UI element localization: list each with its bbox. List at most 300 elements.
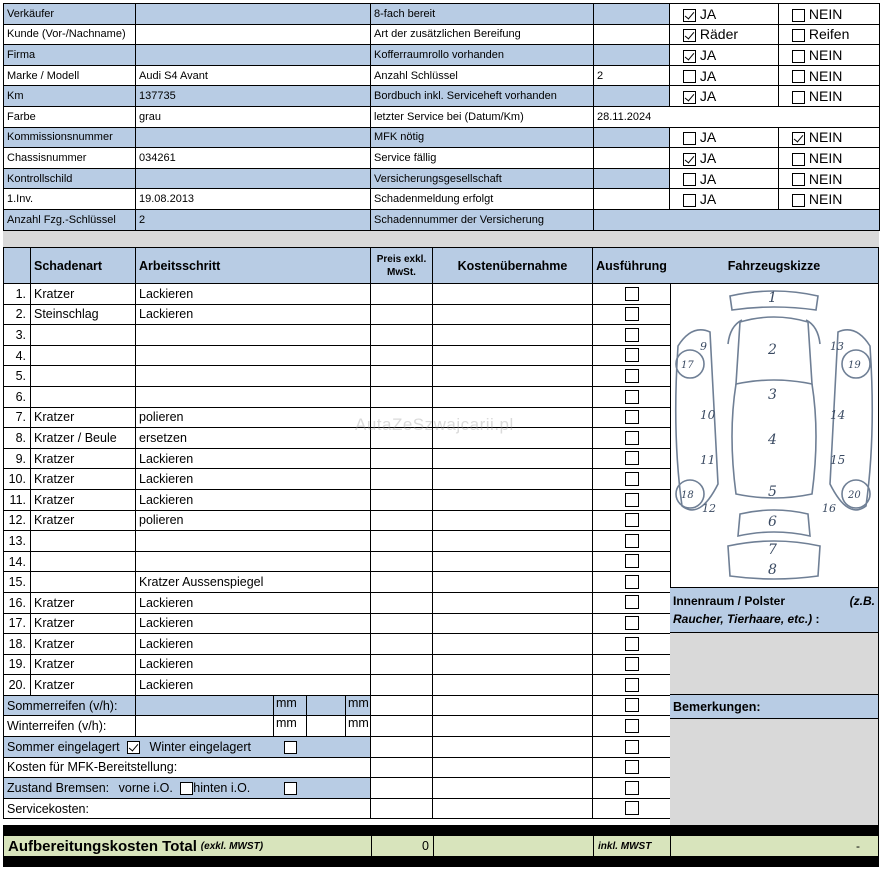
check-label-8: Versicherungsgesellschaft <box>371 168 594 189</box>
info-value-5[interactable]: grau <box>136 106 371 127</box>
info-label-3: Marke / Modell <box>4 65 136 86</box>
row-kosten[interactable] <box>433 634 593 655</box>
ausfuehrung-checkbox[interactable] <box>625 678 639 692</box>
check-opt1-label-6: JA <box>699 129 717 146</box>
sketch-num-10: 10 <box>700 408 716 422</box>
bemerkungen-field[interactable] <box>670 719 878 837</box>
extras-kosten[interactable] <box>433 737 593 758</box>
ausfuehrung-checkbox[interactable] <box>625 637 639 651</box>
skizze-header: Fahrzeugskizze <box>670 248 878 284</box>
info-value-7[interactable]: 034261 <box>136 148 371 169</box>
separator-band <box>3 231 879 247</box>
check-label-9: Schadenmeldung erfolgt <box>371 189 594 210</box>
ausfuehrung-checkbox[interactable] <box>625 431 639 445</box>
extras-ausfuehrung[interactable] <box>593 695 671 716</box>
ausfuehrung-checkbox[interactable] <box>625 657 639 671</box>
extras-kosten[interactable] <box>433 778 593 799</box>
row-kosten[interactable] <box>433 592 593 613</box>
check-label-2: Kofferraumrollo vorhanden <box>371 45 594 66</box>
info-value-8[interactable] <box>136 168 371 189</box>
check-opt2-label-0: NEIN <box>808 5 843 22</box>
info-value-4[interactable]: 137735 <box>136 86 371 107</box>
row-ausfuehrung[interactable] <box>593 510 671 531</box>
extras-kosten[interactable] <box>433 757 593 778</box>
row-schadenart[interactable] <box>31 531 136 552</box>
checkbox-8-opt2[interactable] <box>792 173 805 186</box>
extras-row <box>4 757 671 778</box>
row-kosten[interactable] <box>433 510 593 531</box>
bremsen-label: Zustand Bremsen: <box>7 780 110 795</box>
info-row <box>4 209 880 230</box>
row-schadenart[interactable] <box>31 345 136 366</box>
extras-preis[interactable] <box>371 798 433 819</box>
row-schadenart[interactable]: Kratzer <box>31 448 136 469</box>
damage-row <box>4 345 671 366</box>
extras-kosten[interactable] <box>433 695 593 716</box>
check-opt2-label-1: Reifen <box>808 26 850 43</box>
row-preis[interactable] <box>371 613 433 634</box>
check-label-5: letzter Service bei (Datum/Km) <box>371 106 594 127</box>
row-arbeitsschritt[interactable]: polieren <box>136 510 371 531</box>
winterreifen-values <box>136 716 371 737</box>
checkbox-1-opt1[interactable] <box>683 29 696 42</box>
row-ausfuehrung[interactable] <box>593 345 671 366</box>
ausfuehrung-checkbox[interactable] <box>625 369 639 383</box>
mfk-kosten-label: Kosten für MFK-Bereitstellung: <box>4 757 371 778</box>
bemerkungen-label: Bemerkungen: <box>670 695 878 719</box>
col-kosten-header: Kostenübernahme <box>433 248 593 284</box>
check-opt1-label-7: JA <box>699 149 717 166</box>
row-schadenart[interactable] <box>31 572 136 593</box>
checkbox-9-opt2[interactable] <box>792 194 805 207</box>
row-preis[interactable] <box>371 531 433 552</box>
extras-preis[interactable] <box>371 757 433 778</box>
extras-kosten[interactable] <box>433 716 593 737</box>
info-row <box>4 65 880 86</box>
row-arbeitsschritt[interactable]: Lackieren <box>136 634 371 655</box>
checkbox-6-opt2[interactable] <box>792 132 805 145</box>
row-ausfuehrung[interactable] <box>593 654 671 675</box>
check-opt2-4 <box>779 86 880 107</box>
checkbox-4-opt2[interactable] <box>792 91 805 104</box>
row-kosten[interactable] <box>433 345 593 366</box>
row-arbeitsschritt[interactable]: ersetzen <box>136 428 371 449</box>
sketch-num-6: 6 <box>768 514 777 530</box>
check-value-3: 2 <box>594 65 670 86</box>
checkbox-9-opt1[interactable] <box>683 194 696 207</box>
extras-ausfuehrung[interactable] <box>593 778 671 799</box>
col-number-header <box>4 248 31 284</box>
info-value-6[interactable] <box>136 127 371 148</box>
col-schadenart-header: Schadenart <box>31 248 136 284</box>
row-schadenart[interactable]: Kratzer <box>31 654 136 675</box>
info-label-4: Km <box>4 86 136 107</box>
damage-row <box>4 510 671 531</box>
check-label-3: Anzahl Schlüssel <box>371 65 594 86</box>
checkbox-7-opt1[interactable] <box>683 153 696 166</box>
check-opt1-label-3: JA <box>699 67 717 84</box>
row-kosten[interactable] <box>433 469 593 490</box>
row-number: 3. <box>4 325 31 346</box>
check-opt1-8 <box>670 168 779 189</box>
row-preis[interactable] <box>371 654 433 675</box>
row-preis[interactable] <box>371 572 433 593</box>
row-preis[interactable] <box>371 386 433 407</box>
row-number: 19. <box>4 654 31 675</box>
ausfuehrung-checkbox[interactable] <box>625 307 639 321</box>
check-opt2-label-6: NEIN <box>808 129 843 146</box>
extras-row <box>4 695 671 716</box>
row-number: 9. <box>4 448 31 469</box>
row-ausfuehrung[interactable] <box>593 366 671 387</box>
info-value-9[interactable]: 19.08.2013 <box>136 189 371 210</box>
total-label: Aufbereitungskosten Total <box>8 837 197 855</box>
check-opt2-0 <box>779 4 880 25</box>
row-schadenart[interactable] <box>31 551 136 572</box>
row-ausfuehrung[interactable] <box>593 572 671 593</box>
info-row <box>4 189 880 210</box>
checkbox-7-opt2[interactable] <box>792 153 805 166</box>
row-arbeitsschritt[interactable] <box>136 551 371 572</box>
check-opt2-6 <box>779 127 880 148</box>
ausfuehrung-checkbox[interactable] <box>625 287 639 301</box>
sommer-mm-2: mm <box>348 695 369 710</box>
check-opt2-label-7: NEIN <box>808 149 843 166</box>
row-schadenart[interactable] <box>31 386 136 407</box>
ausfuehrung-checkbox[interactable] <box>625 472 639 486</box>
extras-preis[interactable] <box>371 716 433 737</box>
row-schadenart[interactable]: Kratzer <box>31 469 136 490</box>
row-ausfuehrung[interactable] <box>593 386 671 407</box>
check-value-1 <box>594 24 670 45</box>
row-ausfuehrung[interactable] <box>593 448 671 469</box>
ausfuehrung-checkbox[interactable] <box>625 513 639 527</box>
checkbox-2-opt2[interactable] <box>792 50 805 63</box>
row-number: 20. <box>4 675 31 696</box>
sommerreifen-v-field[interactable] <box>136 696 274 716</box>
check-opt2-2 <box>779 45 880 66</box>
sketch-num-16: 16 <box>822 502 836 515</box>
row-ausfuehrung[interactable] <box>593 469 671 490</box>
checkbox-3-opt2[interactable] <box>792 70 805 83</box>
winterreifen-v-field[interactable] <box>136 716 274 736</box>
row-number: 15. <box>4 572 31 593</box>
row-arbeitsschritt[interactable]: Lackieren <box>136 448 371 469</box>
row-preis[interactable] <box>371 325 433 346</box>
info-value-1[interactable] <box>136 24 371 45</box>
row-arbeitsschritt[interactable]: Lackieren <box>136 592 371 613</box>
preis-header-line2: MwSt. <box>387 266 416 278</box>
sommerreifen-h-field[interactable] <box>307 696 346 716</box>
ausfuehrung-checkbox[interactable] <box>625 390 639 404</box>
row-arbeitsschritt[interactable]: Lackieren <box>136 613 371 634</box>
check-opt2-1 <box>779 24 880 45</box>
check-value-2 <box>594 45 670 66</box>
info-row <box>4 45 880 66</box>
check-opt1-label-8: JA <box>699 170 717 187</box>
check-opt2-7 <box>779 148 880 169</box>
check-opt2-label-8: NEIN <box>808 170 843 187</box>
row-preis[interactable] <box>371 675 433 696</box>
info-label-6: Kommissionsnummer <box>4 127 136 148</box>
extras-preis[interactable] <box>371 778 433 799</box>
check-opt1-2 <box>670 45 779 66</box>
check-opt1-0 <box>670 4 779 25</box>
row-ausfuehrung[interactable] <box>593 489 671 510</box>
check-value-4 <box>594 86 670 107</box>
checkbox-4-opt1[interactable] <box>683 91 696 104</box>
info-value-10[interactable]: 2 <box>136 209 371 230</box>
damage-row <box>4 572 671 593</box>
ausfuehrung-checkbox[interactable] <box>625 801 639 815</box>
info-row <box>4 106 880 127</box>
check-opt1-1 <box>670 24 779 45</box>
row-preis[interactable] <box>371 592 433 613</box>
info-label-1: Kunde (Vor-/Nachname) <box>4 24 136 45</box>
servicekosten-label: Servicekosten: <box>4 798 371 819</box>
row-kosten[interactable] <box>433 572 593 593</box>
row-kosten[interactable] <box>433 675 593 696</box>
row-preis[interactable] <box>371 366 433 387</box>
winter-mm-1: mm <box>274 716 307 736</box>
row-ausfuehrung[interactable] <box>593 428 671 449</box>
row-schadenart[interactable]: Kratzer <box>31 675 136 696</box>
extras-row <box>4 716 671 737</box>
row-kosten[interactable] <box>433 551 593 572</box>
check-value-0 <box>594 4 670 25</box>
hinten-checkbox[interactable] <box>284 782 297 795</box>
ausfuehrung-checkbox[interactable] <box>625 595 639 609</box>
check-label-10: Schadennummer der Versicherung <box>371 209 594 230</box>
row-schadenart[interactable]: Kratzer / Beule <box>31 428 136 449</box>
row-arbeitsschritt[interactable] <box>136 345 371 366</box>
row-number: 14. <box>4 551 31 572</box>
total-label-cell <box>4 836 372 856</box>
sommerreifen-values <box>136 695 371 716</box>
row-preis[interactable] <box>371 304 433 325</box>
extras-row <box>4 778 671 799</box>
vorne-label: vorne i.O. <box>118 780 173 795</box>
innenraum-hint-a: (z.B. <box>849 594 875 608</box>
service-date: 28.11.2024 <box>594 106 880 127</box>
info-value-0[interactable] <box>136 4 371 25</box>
row-schadenart[interactable]: Kratzer <box>31 407 136 428</box>
hinten-label: hinten i.O. <box>193 780 251 795</box>
row-kosten[interactable] <box>433 654 593 675</box>
ausfuehrung-checkbox[interactable] <box>625 328 639 342</box>
extras-preis[interactable] <box>371 695 433 716</box>
row-ausfuehrung[interactable] <box>593 592 671 613</box>
checkbox-8-opt1[interactable] <box>683 173 696 186</box>
check-opt2-9 <box>779 189 880 210</box>
check-label-1: Art der zusätzlichen Bereifung <box>371 24 594 45</box>
row-ausfuehrung[interactable] <box>593 675 671 696</box>
extras-row <box>4 737 671 758</box>
row-schadenart[interactable] <box>31 366 136 387</box>
damage-row <box>4 366 671 387</box>
ausfuehrung-checkbox[interactable] <box>625 719 639 733</box>
row-arbeitsschritt[interactable] <box>136 386 371 407</box>
right-panel <box>670 247 879 835</box>
row-arbeitsschritt[interactable] <box>136 366 371 387</box>
ausfuehrung-checkbox[interactable] <box>625 616 639 630</box>
row-ausfuehrung[interactable] <box>593 284 671 305</box>
info-value-2[interactable] <box>136 45 371 66</box>
innenraum-title: Innenraum / Polster <box>673 594 786 608</box>
damage-row <box>4 634 671 655</box>
damage-row <box>4 613 671 634</box>
row-ausfuehrung[interactable] <box>593 325 671 346</box>
row-schadenart[interactable]: Kratzer <box>31 613 136 634</box>
row-arbeitsschritt[interactable] <box>136 325 371 346</box>
checkbox-6-opt1[interactable] <box>683 132 696 145</box>
innenraum-hint-b: Raucher, Tierhaare, etc.) <box>673 612 813 626</box>
row-arbeitsschritt[interactable]: Lackieren <box>136 469 371 490</box>
info-label-9: 1.Inv. <box>4 189 136 210</box>
check-value-10[interactable] <box>594 209 880 230</box>
row-number: 8. <box>4 428 31 449</box>
sommer-mm-1: mm <box>274 696 307 716</box>
row-number: 17. <box>4 613 31 634</box>
ausfuehrung-checkbox[interactable] <box>625 451 639 465</box>
col-arbeitsschritt-header: Arbeitsschritt <box>136 248 371 284</box>
row-arbeitsschritt[interactable]: Lackieren <box>136 489 371 510</box>
total-hint: (exkl. MWST) <box>200 840 264 852</box>
info-label-8: Kontrollschild <box>4 168 136 189</box>
sommer-eingelagert-checkbox[interactable] <box>127 741 140 754</box>
info-row <box>4 168 880 189</box>
row-ausfuehrung[interactable] <box>593 304 671 325</box>
row-preis[interactable] <box>371 551 433 572</box>
row-schadenart[interactable] <box>31 325 136 346</box>
check-opt1-label-9: JA <box>699 191 717 208</box>
row-schadenart[interactable]: Kratzer <box>31 592 136 613</box>
vorne-checkbox[interactable] <box>180 782 193 795</box>
row-ausfuehrung[interactable] <box>593 531 671 552</box>
row-kosten[interactable] <box>433 531 593 552</box>
check-opt1-3 <box>670 65 779 86</box>
ausfuehrung-checkbox[interactable] <box>625 760 639 774</box>
damage-row <box>4 592 671 613</box>
row-schadenart[interactable]: Kratzer <box>31 510 136 531</box>
vehicle-info-table <box>3 3 880 231</box>
row-kosten[interactable] <box>433 448 593 469</box>
check-value-6 <box>594 127 670 148</box>
row-kosten[interactable] <box>433 325 593 346</box>
row-arbeitsschritt[interactable]: Kratzer Aussenspiegel <box>136 572 371 593</box>
col-preis-header <box>371 248 433 284</box>
sketch-num-9: 9 <box>700 340 707 353</box>
car-sketch-drawing <box>670 284 878 587</box>
row-arbeitsschritt[interactable]: Lackieren <box>136 675 371 696</box>
row-preis[interactable] <box>371 448 433 469</box>
checkbox-0-opt1[interactable] <box>683 9 696 22</box>
extras-ausfuehrung[interactable] <box>593 716 671 737</box>
check-opt1-4 <box>670 86 779 107</box>
innenraum-field[interactable] <box>670 633 878 695</box>
row-arbeitsschritt[interactable]: Lackieren <box>136 304 371 325</box>
row-ausfuehrung[interactable] <box>593 407 671 428</box>
extras-row <box>4 798 671 819</box>
check-opt1-label-2: JA <box>699 46 717 63</box>
row-ausfuehrung[interactable] <box>593 551 671 572</box>
row-preis[interactable] <box>371 284 433 305</box>
ausfuehrung-checkbox[interactable] <box>625 781 639 795</box>
check-label-0: 8-fach bereit <box>371 4 594 25</box>
row-ausfuehrung[interactable] <box>593 634 671 655</box>
damage-row <box>4 304 671 325</box>
winterreifen-h-field[interactable] <box>307 716 346 736</box>
row-preis[interactable] <box>371 634 433 655</box>
extras-kosten[interactable] <box>433 798 593 819</box>
row-preis[interactable] <box>371 469 433 490</box>
row-arbeitsschritt[interactable]: polieren <box>136 407 371 428</box>
extras-ausfuehrung[interactable] <box>593 737 671 758</box>
check-opt2-label-3: NEIN <box>808 67 843 84</box>
check-value-7 <box>594 148 670 169</box>
damage-row <box>4 489 671 510</box>
ausfuehrung-checkbox[interactable] <box>625 554 639 568</box>
row-kosten[interactable] <box>433 613 593 634</box>
row-number: 13. <box>4 531 31 552</box>
row-kosten[interactable] <box>433 284 593 305</box>
row-preis[interactable] <box>371 510 433 531</box>
row-preis[interactable] <box>371 489 433 510</box>
checkbox-2-opt1[interactable] <box>683 50 696 63</box>
inkl-mwst-label: inkl. MWST <box>594 836 671 856</box>
ausfuehrung-checkbox[interactable] <box>625 348 639 362</box>
info-label-0: Verkäufer <box>4 4 136 25</box>
ausfuehrung-checkbox[interactable] <box>625 410 639 424</box>
col-ausfuehrung-header: Ausführung <box>593 248 671 284</box>
sketch-num-20: 20 <box>848 490 861 501</box>
row-kosten[interactable] <box>433 489 593 510</box>
checkbox-1-opt2[interactable] <box>792 29 805 42</box>
extras-ausfuehrung[interactable] <box>593 757 671 778</box>
row-number: 12. <box>4 510 31 531</box>
extras-preis[interactable] <box>371 737 433 758</box>
row-kosten[interactable] <box>433 386 593 407</box>
row-preis[interactable] <box>371 345 433 366</box>
ausfuehrung-checkbox[interactable] <box>625 575 639 589</box>
sketch-num-13: 13 <box>830 340 844 353</box>
row-arbeitsschritt[interactable] <box>136 531 371 552</box>
row-arbeitsschritt[interactable]: Lackieren <box>136 284 371 305</box>
extras-ausfuehrung[interactable] <box>593 798 671 819</box>
ausfuehrung-checkbox[interactable] <box>625 740 639 754</box>
ausfuehrung-checkbox[interactable] <box>625 698 639 712</box>
ausfuehrung-checkbox[interactable] <box>625 493 639 507</box>
info-label-5: Farbe <box>4 106 136 127</box>
row-kosten[interactable] <box>433 366 593 387</box>
checkbox-0-opt2[interactable] <box>792 9 805 22</box>
row-schadenart[interactable]: Kratzer <box>31 489 136 510</box>
damage-row <box>4 675 671 696</box>
check-opt1-label-4: JA <box>699 88 717 105</box>
row-arbeitsschritt[interactable]: Lackieren <box>136 654 371 675</box>
row-kosten[interactable] <box>433 304 593 325</box>
row-schadenart[interactable]: Steinschlag <box>31 304 136 325</box>
winter-eingelagert-checkbox[interactable] <box>284 741 297 754</box>
row-schadenart[interactable]: Kratzer <box>31 284 136 305</box>
checkbox-3-opt1[interactable] <box>683 70 696 83</box>
sketch-num-15: 15 <box>830 453 846 467</box>
row-schadenart[interactable]: Kratzer <box>31 634 136 655</box>
info-value-3[interactable]: Audi S4 Avant <box>136 65 371 86</box>
check-opt1-label-0: JA <box>699 5 717 22</box>
ausfuehrung-checkbox[interactable] <box>625 534 639 548</box>
row-ausfuehrung[interactable] <box>593 613 671 634</box>
